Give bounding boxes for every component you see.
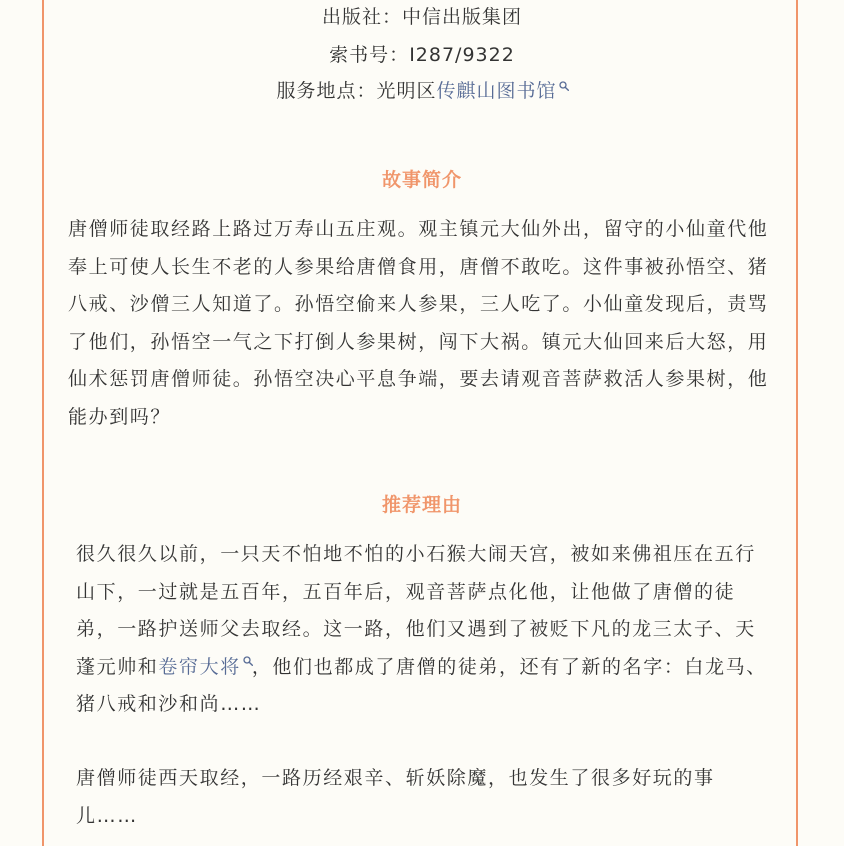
intro-paragraph: 唐僧师徒取经路上路过万寿山五庄观。观主镇元大仙外出，留守的小仙童代他奉上可使人长生不老的人参果给唐僧食用，唐僧不敢吃。这件事被孙悟空、猪八戒、沙僧三人知道了。孙悟空偷来人参果，三人吃了。小仙童发现后，责骂了他们，孙悟空一气之下打倒人参果树，闯下大祸。镇元大仙回来后大怒，用仙术惩罚唐僧师徒。孙悟空决心平息争端，要去请观音菩萨救活人参果树，他能办到吗？: [68, 218, 769, 428]
publisher-value: 中信出版集团: [402, 6, 523, 28]
reason-text-after-link: ，他们也都成了唐僧的徒弟，还有了新的名字：白龙马、猪八戒和沙和尚……: [76, 655, 767, 715]
library-link[interactable]: 传麒山图书馆: [436, 80, 557, 102]
reason-paragraph-2: 唐僧师徒西天取经，一路历经艰辛、斩妖除魔，也发生了很多好玩的事儿……: [76, 767, 715, 827]
call-number-value: I287/9322: [409, 44, 515, 66]
reason-text-before-link: 很久很久以前，一只天不怕地不怕的小石猴大闹天宫，被如来佛祖压在五行山下，一过就是五百年，五百年后，观音菩萨点化他，让他做了唐僧的徒弟，一路护送师父去取经。这一路，他们又遇到了被贬下凡的龙三太子、天蓬元帅和: [76, 543, 756, 678]
juanlian-dajiang-link[interactable]: 卷帘大将: [158, 655, 241, 678]
location-label: 服务地点：: [276, 80, 377, 102]
publisher-label: 出版社：: [321, 6, 402, 28]
location-line: [0, 79, 844, 103]
reason-section-title: 推荐理由: [381, 494, 462, 516]
publisher-line: [0, 5, 844, 29]
search-icon[interactable]: [243, 656, 252, 665]
call-number-line: [0, 43, 844, 67]
intro-section-title: 故事简介: [381, 169, 462, 191]
location-district: 光明区: [376, 80, 437, 102]
search-icon[interactable]: [559, 81, 568, 90]
call-number-label: 索书号：: [329, 44, 410, 66]
reason-paragraph: [76, 536, 776, 724]
